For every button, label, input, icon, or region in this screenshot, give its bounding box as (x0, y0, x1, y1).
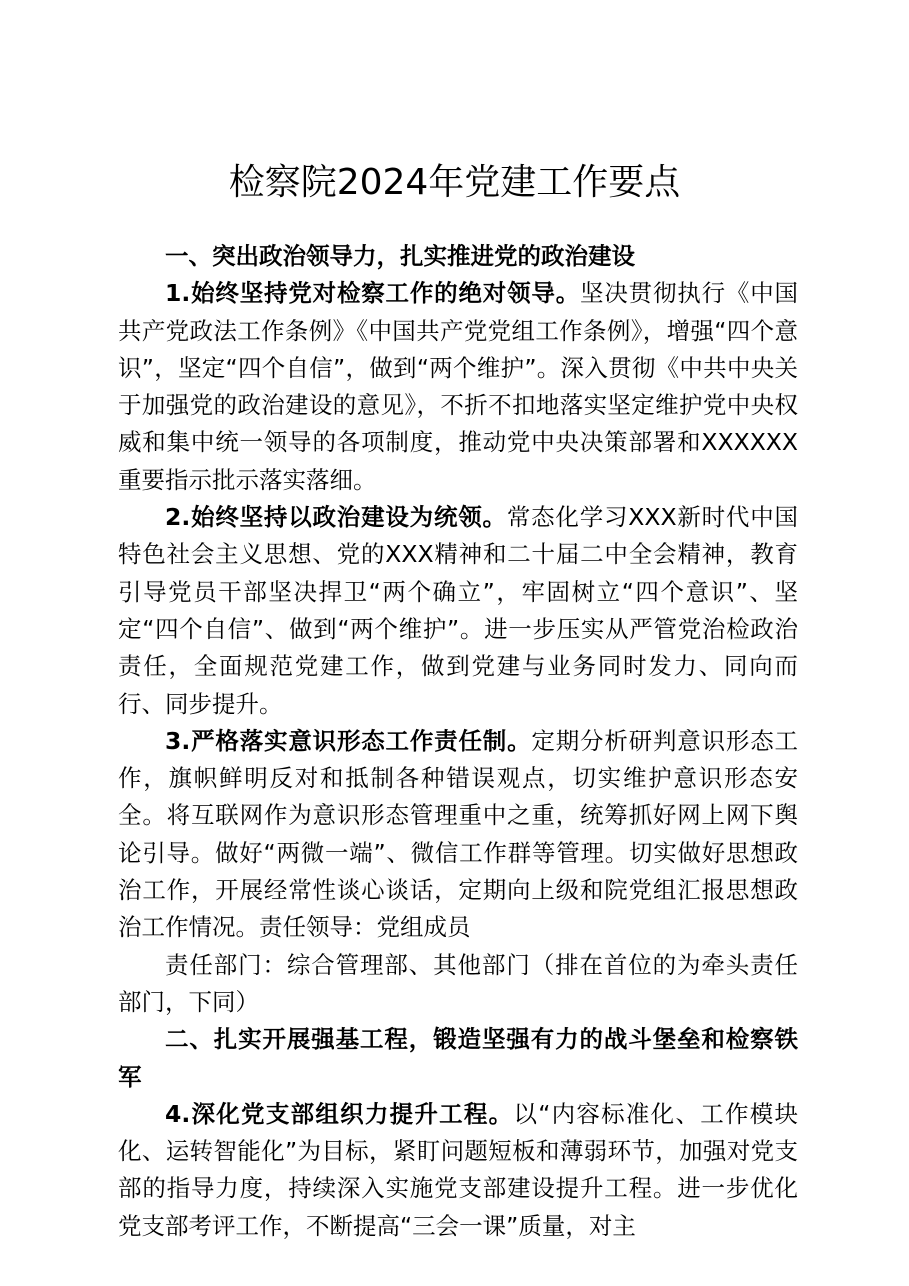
document-body (118, 238, 798, 1245)
item-text: 坚决贯彻执行《中国共产党政法工作条例》《中国共产党党组工作条例》，增强“四个意识”，坚定“四个自信”，做到“两个维护”。深入贯彻《中共中央关于加强党的政治建设的意见》，不折不扣地落实坚定维护党中央权威和集中统一领导的各项制度，推动党中央决策部署和XXXXXX重要指示批示落实落细。 (118, 279, 799, 494)
document-title: 检察院2024年党建工作要点 (228, 162, 681, 203)
paragraph-item-2 (118, 499, 798, 723)
section-heading-1: 一、突出政治领导力，扎实推进党的政治建设 (165, 242, 635, 270)
paragraph-item-4 (118, 1096, 798, 1245)
item-lead: 1.始终坚持党对检察工作的绝对领导。 (165, 279, 581, 308)
paragraph-item-3 (118, 723, 798, 947)
item-lead: 3.严格落实意识形态工作责任制。 (165, 726, 532, 755)
item-text: 定期分析研判意识形态工作，旗帜鲜明反对和抵制各种错误观点，切实维护意识形态安全。将互联网作为意识形态管理重中之重，统筹抓好网上网下舆论引导。做好“两微一端”、微信工作群等管理。切实做好思想政治工作，开展经常性谈心谈话，定期向上级和院党组汇报思想政治工作情况。责任领导：党组成员 (118, 726, 799, 942)
item-text: 以“内容标准化、工作模块化、运转智能化”为目标，紧盯问题短板和薄弱环节，加强对党支部的指导力度，持续深入实施党支部建设提升工程。进一步优化党支部考评工作，不断提高“三会一课”质量，对主 (118, 1099, 798, 1240)
section-heading-2: 二、扎实开展强基工程，锻造坚强有力的战斗堡垒和检察铁军 (118, 1025, 798, 1091)
paragraph-item-1 (118, 275, 798, 499)
responsible-departments: 责任部门：综合管理部、其他部门（排在首位的为牵头责任部门，下同） (118, 950, 798, 1016)
item-text: 常态化学习XXX新时代中国特色社会主义思想、党的XXX精神和二十届二中全会精神，教育引导党员干部坚决捍卫“两个确立”，牢固树立“四个意识”、坚定“四个自信”、做到“两个维护”。进一步压实从严管党治检政治责任，全面规范党建工作，做到党建与业务同时发力、同向而行、同步提升。 (118, 503, 799, 718)
item-lead: 2.始终坚持以政治建设为统领。 (165, 503, 507, 532)
item-lead: 4.深化党支部组织力提升工程。 (165, 1099, 514, 1128)
